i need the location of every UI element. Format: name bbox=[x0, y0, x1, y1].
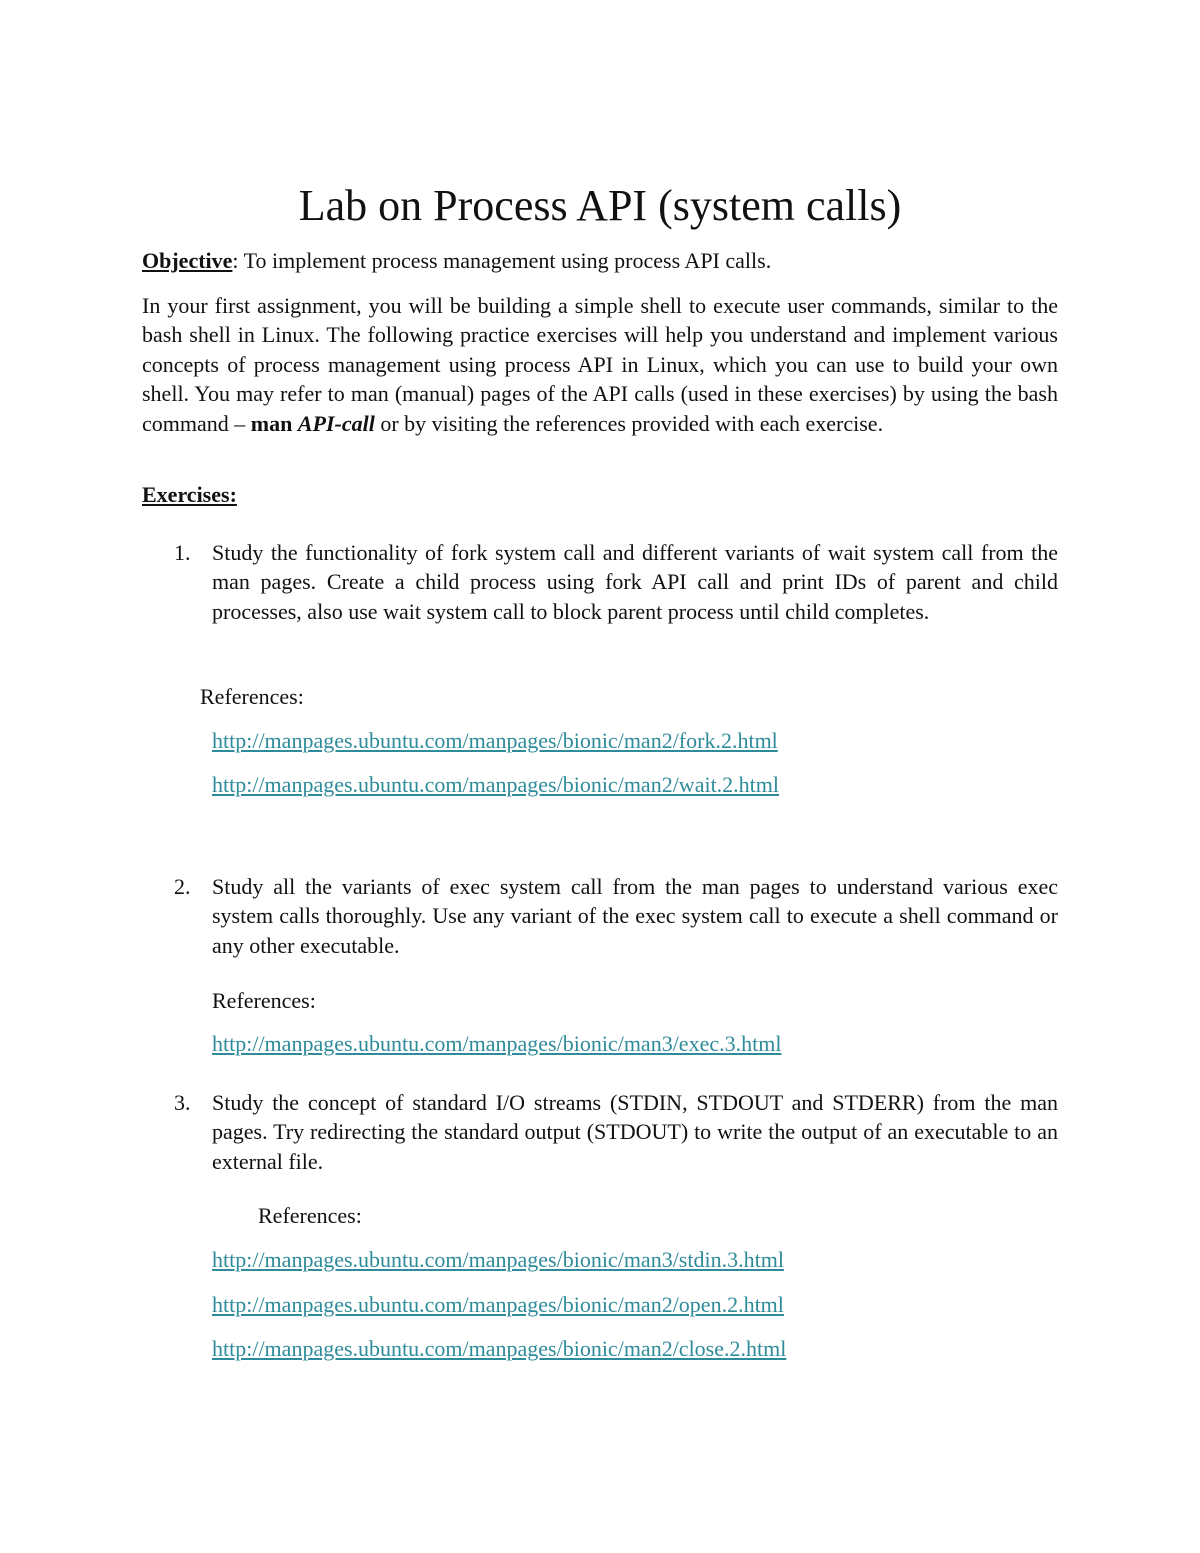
objective-text: : To implement process management using process API calls. bbox=[232, 248, 772, 273]
intro-man-command: man bbox=[250, 410, 293, 436]
exercise-2-number: 2. bbox=[174, 874, 191, 899]
intro-text-before: In your first assignment, you will be building a simple shell to execute user commands, similar to the bash shell in Linux. The following practice exercises will help you understand and implement various concepts of process management using process API in Linux, which you can use to build your own shell. You may refer to man (manual) pages of the API calls (used in these exercises) by using the bash command – bbox=[142, 293, 1058, 436]
exercise-3-text: Study the concept of standard I/O streams (STDIN, STDOUT and STDERR) from the man pages. Try redirecting the standard output (STDOUT) to write the output of an executable to an external file. bbox=[212, 1090, 1058, 1174]
exercise-1-link-fork[interactable]: http://manpages.ubuntu.com/manpages/bionic/man2/fork.2.html bbox=[212, 728, 778, 753]
intro-paragraph bbox=[142, 291, 1058, 438]
exercise-1-references-label: References: bbox=[200, 684, 304, 709]
exercise-3-link-open[interactable]: http://manpages.ubuntu.com/manpages/bionic/man2/open.2.html bbox=[212, 1292, 784, 1317]
exercise-2-references-label: References: bbox=[212, 988, 316, 1013]
exercise-1-text: Study the functionality of fork system call and different variants of wait system call from the man pages. Create a child process using fork API call and print IDs of parent and child processes, also use wait system call to block parent process until child completes. bbox=[212, 540, 1058, 624]
exercise-3-link-close[interactable]: http://manpages.ubuntu.com/manpages/bionic/man2/close.2.html bbox=[212, 1336, 787, 1361]
exercise-2-text: Study all the variants of exec system call from the man pages to understand various exec system calls thoroughly. Use any variant of the exec system call to execute a shell command or any other executable. bbox=[212, 874, 1058, 958]
intro-api-call: API-call bbox=[297, 410, 375, 436]
exercises-heading: Exercises: bbox=[142, 482, 237, 507]
exercise-3-references-label: References: bbox=[258, 1203, 362, 1228]
intro-text-after: or by visiting the references provided with each exercise. bbox=[374, 410, 884, 436]
exercise-1-number: 1. bbox=[174, 540, 191, 565]
exercise-3-link-stdin[interactable]: http://manpages.ubuntu.com/manpages/bionic/man3/stdin.3.html bbox=[212, 1247, 784, 1272]
exercise-2-link-exec[interactable]: http://manpages.ubuntu.com/manpages/bionic/man3/exec.3.html bbox=[212, 1031, 782, 1056]
objective-line bbox=[142, 246, 1062, 276]
objective-label: Objective bbox=[142, 248, 233, 273]
exercise-3-number: 3. bbox=[174, 1090, 191, 1115]
exercise-1-link-wait[interactable]: http://manpages.ubuntu.com/manpages/bionic/man2/wait.2.html bbox=[212, 772, 780, 797]
document-title: Lab on Process API (system calls) bbox=[298, 181, 902, 230]
